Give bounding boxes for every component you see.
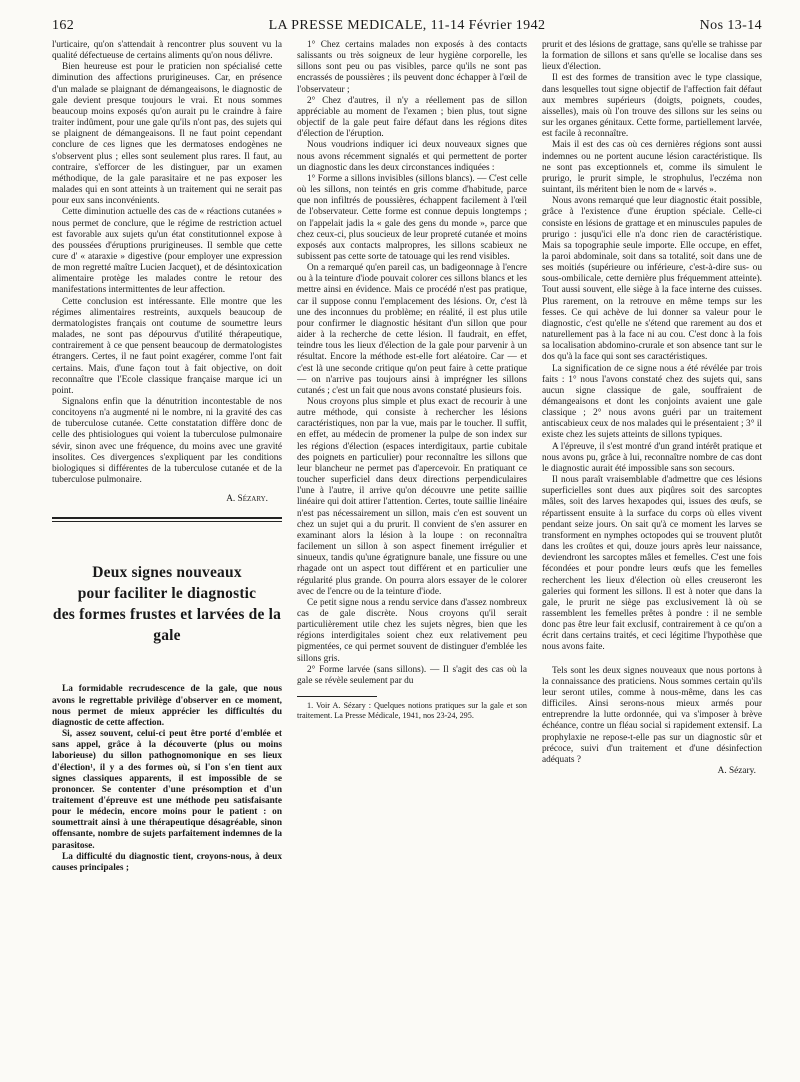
- section-divider-thin: [52, 521, 282, 522]
- page-number: 162: [52, 18, 75, 33]
- article-title-line: pour faciliter le diagnostic: [77, 585, 257, 603]
- paragraph: Bien heureuse est pour le praticien non spécialisé cette diminution des affections prurigineuses. Car, en présence d'un malade se plaignant de démangeaisons, le diagnostic de gale devient presque toujours le vrai. Et nous sommes beaucoup moins exposés qu'on aurait pu le craindre à faire traiter indûment, pour une gale qu'ils n'ont pas, des sujets qui se plaignent de démangeaisons. Il ne faut point cependant conclure de ces lignes que les dermatoses endogènes ne s'observent plus ; elles sont seulement plus rares. Il faut, au contraire, s'efforcer de les distinguer, par un examen méthodique, de la gale parasitaire et ne pas exposer les malades qui en sont atteints à un traitement qui ne serait pas pour eux sans inconvénients.: [52, 62, 282, 207]
- paragraph: 1° Chez certains malades non exposés à des contacts salissants ou très soigneux de leur hygiène corporelle, les sillons sont peu ou pas visibles, parce qu'ils ne sont pas encrassés de poussières ; ils peuvent donc échapper à l'œil de l'observateur ;: [297, 40, 527, 95]
- paragraph: l'urticaire, qu'on s'attendait à rencontrer plus souvent vu la qualité défectueuse de certains aliments qu'on nous délivre.: [52, 40, 282, 62]
- lead-paragraph: Si, assez souvent, celui-ci peut être porté d'emblée et sans appel, grâce à la découverte (plus ou moins laborieuse) du sillon pathognomonique en ses lieux d'élection¹, il y a des formes où, si l'on s'en tient aux signes classiques apparents, il est impossible de se prononcer. Se contenter d'une présomption et d'un traitement d'épreuve est une méthode peu satisfaisante pour le médecin, encore moins pour le patient : on soumettrait ainsi à une thérapeutique désagréable, sinon offensante, nombre de sujets parfaitement indemnes de la parasitose.: [52, 729, 282, 851]
- lead-paragraph: La difficulté du diagnostic tient, croyons-nous, à deux causes principales ;: [52, 851, 282, 873]
- paragraph: Mais il est des cas où ces dernières régions sont aussi indemnes ou ne portent aucune lésion caractéristique. Ils ne sont pas exceptionnels et, comme ils simulent le prurigo, le prurit simple, le strophulus, l'eczéma non suintant, ils méritent bien le nom de « larvés ».: [542, 140, 762, 196]
- footnote: 1. Voir A. Sézary : Quelques notions pratiques sur la gale et son traitement. La Presse Médicale, 1941, nos 23-24, 295.: [297, 701, 527, 721]
- column-3: [542, 40, 762, 1080]
- paragraph: Cette conclusion est intéressante. Elle montre que les régimes alimentaires restreints, auxquels beaucoup de dermatologistes français ont coutume de soumettre leurs malades, ne sont pas dépourvus d'utilité thérapeutique, contrairement à ce que pensent beaucoup de dermatologistes étrangers. Certes, il ne faut point exagérer, comme l'ont fait certains. Mais, d'une façon tout à fait objective, on doit reconnaître que l'Ecole classique française marque ici un point.: [52, 296, 282, 396]
- author-signature: A. Sézary.: [226, 494, 268, 505]
- section-divider: [52, 517, 282, 519]
- paragraph: 2° Forme larvée (sans sillons). — Il s'agit des cas où la gale se révèle seulement par du: [297, 664, 527, 686]
- columns: [52, 40, 762, 1080]
- paragraph: Il nous paraît vraisemblable d'admettre que ces lésions superficielles sont dues aux piqûres soit des sarcoptes mâles, soit des larves hexapodes qui, issues des œufs, se répartissent ensuite à la surface du corps où elles vivent pendant seize jours. On sait qu'à ce moment les larves se transforment en nymphes octopodes qui se trouvent plutôt dans les croûtes et qui, douze jours après leur naissance, deviendront les sarcoptes mâles et femelles. C'est une fois fécondées et pour pondre leurs œufs que les femelles recherchent les lieux d'élection où elles creuseront les galeries qui forment les sillons. Il est à noter que dans la gale, le prurit ne siège pas exclusivement là où se rassemblent les femelles prêtes à pondre : il ne semble donc pas être leur fait exclusif, contrairement à ce qu'on a écrit dans certains traités, et ceci légitime l'hypothèse que nous avons faite.: [542, 475, 762, 653]
- issue-number: Nos 13-14: [699, 18, 762, 33]
- column-2: [297, 40, 527, 1080]
- author-signature: A. Sézary.: [717, 766, 756, 776]
- footnote-rule: [297, 696, 377, 697]
- lead-paragraph: La formidable recrudescence de la gale, que nous avons le regrettable privilège d'observer en ce moment, nous permet de mieux apprécier les difficultés du diagnostic de cette affection.: [52, 684, 282, 728]
- paragraph: Nous croyons plus simple et plus exact de recourir à une autre méthode, qui consiste à rechercher les lésions caractéristiques, non par la vue, mais par le toucher. Il suffit, en effet, au médecin de promener la pulpe de son index sur les régions d'élection (espaces interdigitaux, partie cubitale des poignets en particulier) pour reconnaître les sillons que leur blancheur ne permet pas d'apercevoir. En pratiquant ce toucher superficiel dans deux directions perpendiculaires l'une à l'autre, il arrive qu'on découvre une petite saillie linéaire qui doit attirer l'attention. Certes, toute saillie linéaire n'est pas nécessairement un sillon, mais c'en est souvent un chez un sujet qui a du prurit. Il convient de s'en assurer en examinant alors la lésion à la loupe : on reconnaîtra facilement un sillon à son aspect finement irrégulier et sinueux, tandis qu'une égratignure banale, une fissure ou une rhagade ont un aspect tout différent et en particulier une régularité plus grande. On pourra alors essayer de le colorer avec de l'encre ou de la teinture d'iode.: [297, 397, 527, 597]
- article-lead: [52, 684, 282, 874]
- paragraph: 1° Forme a sillons invisibles (sillons blancs). — C'est celle où les sillons, non teintés en gris comme d'habitude, parce que non infiltrés de poussières, échappent facilement à l'œil de l'observateur. Cette forme est connue depuis longtemps ; on l'appelait jadis la « gale des gens du monde », parce que chez ceux-ci, plus soucieux de leur propreté cutanée et moins exposés aux contacts malpropres, les sillons scabieux ne subissent pas cette sorte de tatouage qui les rend visibles.: [297, 173, 527, 262]
- paragraph: Signalons enfin que la dénutrition incontestable de nos concitoyens n'a augmenté ni le nombre, ni la gravité des cas de tuberculose cutanée. Cette constatation diffère donc de celle des phtisiologues qui voient la tuberculose pulmonaire sévir, sinon avec une fréquence, du moins avec une gravité insolites. Ces divergences s'expliquent par les conditions biologiques si différentes de la tuberculose cutanée et de la tuberculose pulmonaire.: [52, 397, 282, 486]
- running-head: [52, 18, 762, 40]
- article-title-line: Deux signes nouveaux: [92, 564, 242, 582]
- paragraph: Cette diminution actuelle des cas de « réactions cutanées » nous permet de conclure, que le régime de restriction actuel est favorable aux sujets qu'un état constitutionnel expose à des poussées d'éruptions prurigineuses. Il semble que cette cure d' « ataraxie » digestive (pour employer une expression de mon regretté maître Lucien Jacquet), et de désintoxication alimentaire protège les malades contre le retour des manifestations intermittentes de leur affection.: [52, 207, 282, 296]
- paragraph: Tels sont les deux signes nouveaux que nous portons à la connaissance des praticiens. Nous sommes certain qu'ils leur seront utiles, comme à nous-même, dans les cas difficiles. Ainsi serons-nous mieux armés pour entreprendre la lutte ordonnée, qui va s'imposer à brève échéance, contre un fléau social si rapidement extensif. La prophylaxie ne repose-t-elle pas sur un diagnostic sûr et précoce, suivi d'un traitement et d'une désinfection adéquats ?: [542, 665, 762, 765]
- paragraph: Ce petit signe nous a rendu service dans d'assez nombreux cas de gale discrète. Nous croyons qu'il serait particulièrement utile chez les sujets nègres, bien que les régions interdigitales soient chez eux relativement peu pigmentées, ce qui permet souvent de distinguer d'emblée les sillons gris.: [297, 597, 527, 664]
- article-title-line: des formes frustes et larvées de la gale: [52, 606, 282, 645]
- paragraph: prurit et des lésions de grattage, sans qu'elle se trahisse par la formation de sillons et sans qu'elle se localise dans ses lieux d'élection.: [542, 40, 762, 73]
- journal-title: LA PRESSE MEDICALE, 11-14 Février 1942: [268, 18, 546, 33]
- paragraph: Nous avons remarqué que leur diagnostic était possible, grâce à l'existence d'une éruption spéciale. Celle-ci consiste en lésions de grattage et en minuscules papules de prurigo : jusqu'ici elle n'a donc rien de caractéristique. Mais sa topographie seule importe. Elle occupe, en effet, la paroi abdominale, soit dans sa totalité, soit dans une de ses moitiés (supérieure ou inférieure, c'est-à-dire sus- ou sous-ombilicale, cette dernière plus fréquemment atteinte). Tout aussi souvent, elle siège à la face interne des cuisses. Plus rarement, on la retrouve en même temps sur les fesses. Ce qui achève de lui donner sa valeur pour le diagnostic, c'est qu'elle ne s'étend que rarement au dos et naturellement pas à la face ni au cou. C'est donc à la fois sa localisation abdomino-crurale et son absence tant sur le dos qu'à la face qui sont ses caractéristiques.: [542, 196, 762, 363]
- column-1: [52, 40, 282, 1080]
- paragraph: A l'épreuve, il s'est montré d'un grand intérêt pratique et nous avons pu, grâce à lui, reconnaître nombre de cas dont le diagnostic aurait été impossible sans son secours.: [542, 441, 762, 474]
- paragraph: Nous voudrions indiquer ici deux nouveaux signes que nous avons récemment signalés et qui permettent de porter un diagnostic dans les deux circonstances indiquées :: [297, 140, 527, 173]
- paragraph: Il est des formes de transition avec le type classique, dans lesquelles tout signe objectif de l'affection fait défaut aux membres supérieurs (doigts, poignets, coudes, aisselles), mais où l'on trouve des sillons sur les seins ou sur les organes génitaux. Cette forme, partiellement larvée, est facile à reconnaître.: [542, 73, 762, 140]
- article-title: [52, 562, 282, 646]
- paragraph: On a remarqué qu'en pareil cas, un badigeonnage à l'encre ou à la teinture d'iode pouvait colorer ces sillons blancs et les mettre ainsi en évidence. Mais ce procédé n'est pas pratique, car il suppose connu l'emplacement des lésions. Or, c'est là une des inconnues du problème; en réalité, il est plus utile pour confirmer le diagnostic hésitant d'un sillon que pour aider à la recherche de cette lésion. Il faudrait, en effet, teindre tous les lieux d'élection de la gale pour parvenir à un résultat. Encore la méthode est-elle fort aléatoire. Car — et c'est là une seconde critique qu'on peut faire à cette pratique — on n'arrive pas toujours ainsi à imprégner les sillons cutanés ; c'est un fait que nous avons constaté plusieurs fois.: [297, 263, 527, 396]
- paragraph: La signification de ce signe nous a été révélée par trois faits : 1° nous l'avons constaté chez des sujets qui, sans aucun signe classique de gale, souffraient de démangeaisons et dont les conjoints avaient une gale classique ; 2° nous avons guéri par un traitement antiscabieux ceux de nos malades qui le présentaient ; 3° il existe chez les sujets atteints de sillons typiques.: [542, 363, 762, 441]
- paragraph: 2° Chez d'autres, il n'y a réellement pas de sillon appréciable au moment de l'examen ; bien plus, tout signe objectif de la gale peut faire défaut dans les régions dites d'élection de l'éruption.: [297, 95, 527, 140]
